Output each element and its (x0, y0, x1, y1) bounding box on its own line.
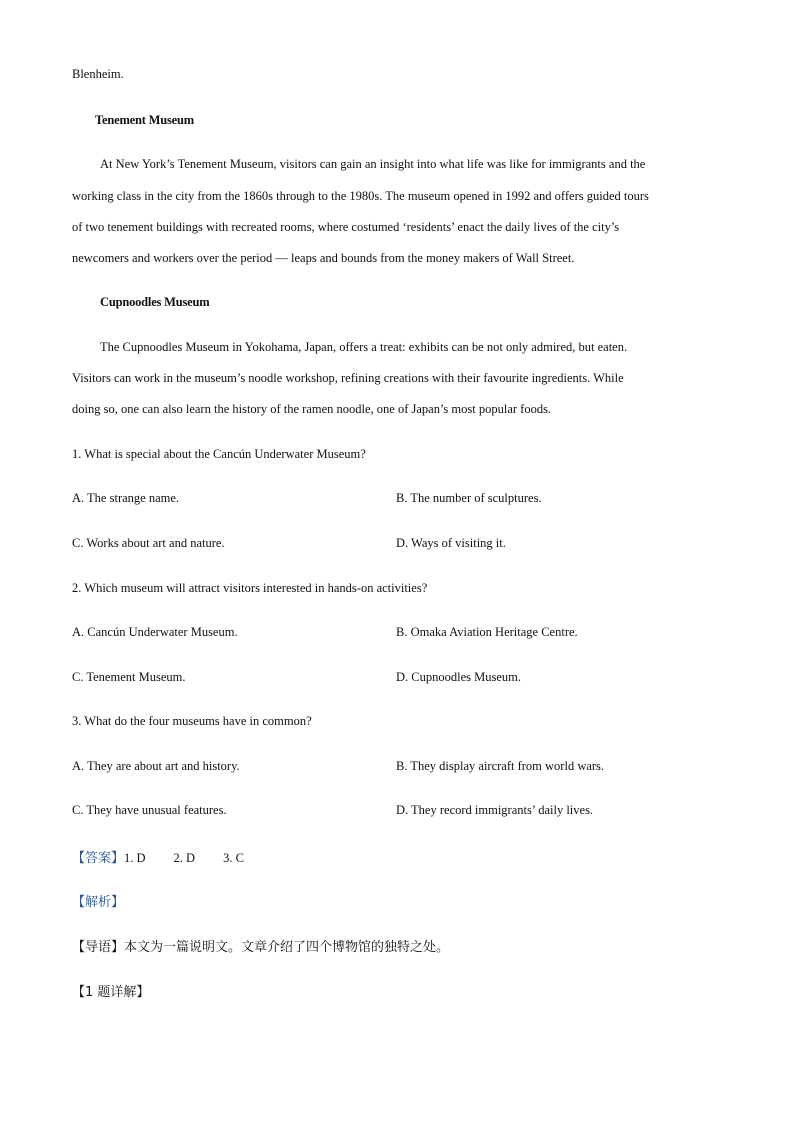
answer-item: 2. D (173, 851, 196, 865)
question-option-b: B. They display aircraft from world wars. (396, 759, 605, 773)
question-option-b: B. Omaka Aviation Heritage Centre. (396, 625, 578, 639)
cupnoodles-paragraph-line: doing so, one can also learn the history of the ramen noodle, one of Japan’s most popular foods. (72, 402, 552, 416)
question-stem: 1. What is special about the Cancún Underwater Museum? (72, 447, 366, 461)
question-option-a: A. They are about art and history. (72, 759, 240, 773)
cupnoodles-heading: Cupnoodles Museum (100, 295, 210, 309)
question-stem: 3. What do the four museums have in common? (72, 714, 312, 728)
question-stem: 2. Which museum will attract visitors interested in hands-on activities? (72, 581, 428, 595)
question-option-c: C. Tenement Museum. (72, 670, 186, 684)
guide-line (72, 936, 449, 955)
tenement-paragraph-line: newcomers and workers over the period — leaps and bounds from the money makers of Wall Street. (72, 251, 575, 265)
question-option-d: D. Ways of visiting it. (396, 536, 506, 550)
answer-label: 【答案】 (72, 851, 125, 866)
cupnoodles-paragraph-line: Visitors can work in the museum’s noodle workshop, refining creations with their favourite ingredients. While (72, 371, 624, 385)
tenement-paragraph-line: working class in the city from the 1860s through to the 1980s. The museum opened in 1992 and offers guided tours (72, 189, 649, 203)
tenement-paragraph-line: of two tenement buildings with recreated rooms, where costumed ‘residents’ enact the daily lives of the city’s (72, 220, 620, 234)
analysis-label: 【解析】 (72, 895, 125, 910)
answer-item: 1. D (124, 851, 146, 865)
cupnoodles-paragraph-line: The Cupnoodles Museum in Yokohama, Japan, offers a treat: exhibits can be not only admired, but eaten. (100, 340, 628, 354)
passage-fragment: Blenheim. (72, 67, 124, 81)
question-option-c: C. They have unusual features. (72, 803, 227, 817)
guide-text: 本文为一篇说明文。文章介绍了四个博物馆的独特之处。 (124, 940, 450, 955)
question-option-b: B. The number of sculptures. (396, 491, 542, 505)
answer-line (72, 847, 272, 866)
tenement-heading: Tenement Museum (95, 113, 194, 127)
tenement-paragraph-line: At New York’s Tenement Museum, visitors can gain an insight into what life was like for immigrants and the (100, 157, 646, 171)
detail-label: 【1 题详解】 (72, 985, 150, 1000)
question-option-d: D. They record immigrants’ daily lives. (396, 803, 594, 817)
question-option-a: A. Cancún Underwater Museum. (72, 625, 238, 639)
question-option-a: A. The strange name. (72, 491, 180, 505)
question-option-c: C. Works about art and nature. (72, 536, 225, 550)
answer-item: 3. C (223, 851, 244, 865)
question-option-d: D. Cupnoodles Museum. (396, 670, 521, 684)
guide-label: 【导语】 (72, 940, 125, 955)
